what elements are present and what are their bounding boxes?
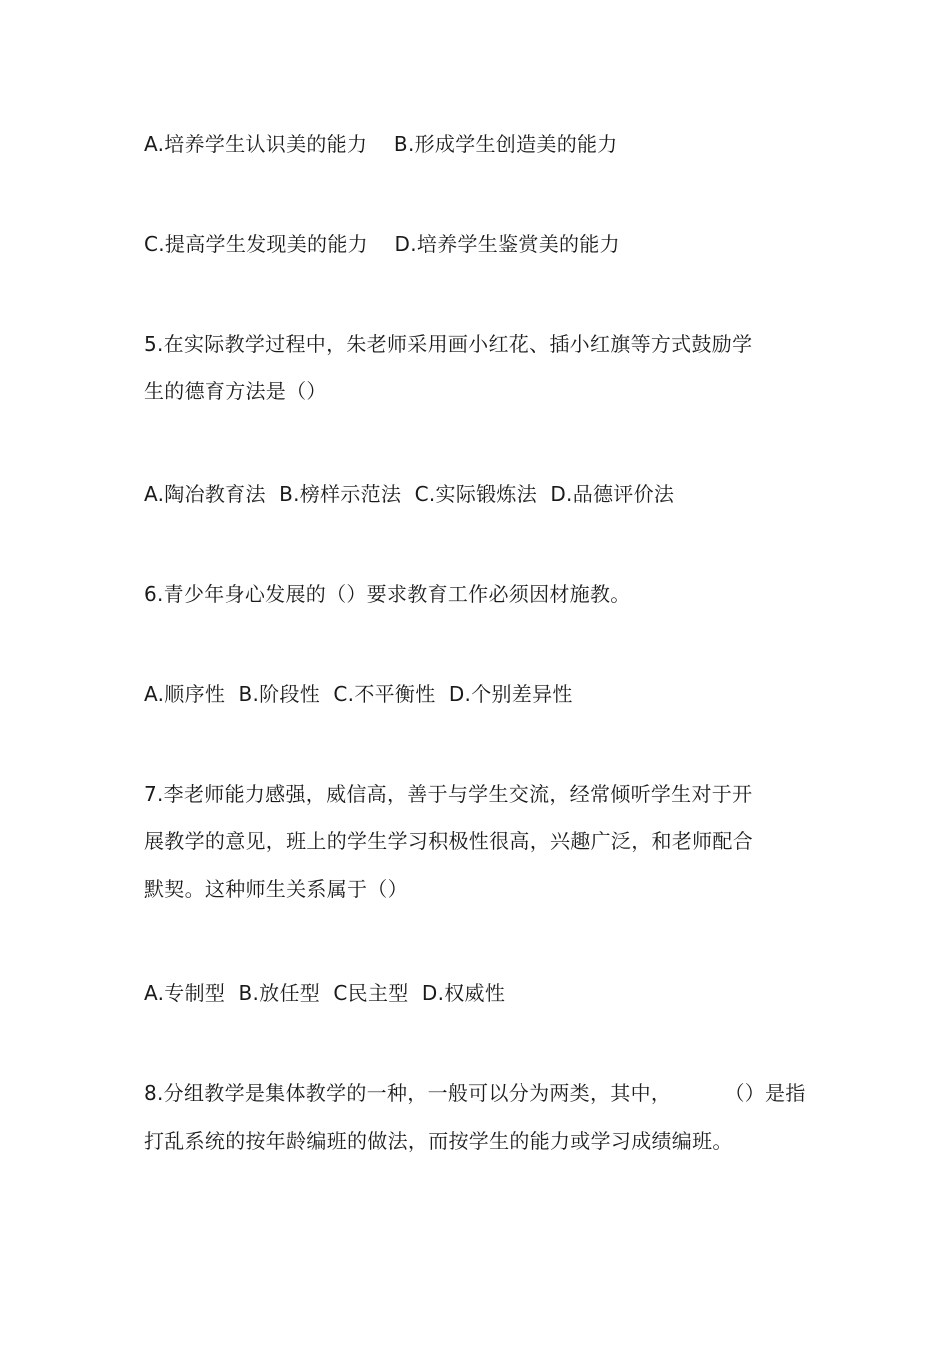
q7-stem-line-2: 展教学的意见，班上的学生学习积极性很高，兴趣广泛，和老师配合 [144,829,753,853]
q5-options: A.陶冶教育法 B.榜样示范法 C.实际锻炼法 D.品德评价法 [144,482,675,506]
q7-stem-line-3: 默契。这种师生关系属于（） [144,877,408,901]
q5-stem-line-2: 生的德育方法是（） [144,379,327,403]
q6-options: A.顺序性 B.阶段性 C.不平衡性 D.个别差异性 [144,682,573,706]
q4-options-line-2: C.提高学生发现美的能力 D.培养学生鉴赏美的能力 [144,232,620,256]
q4-options-line-1: A.培养学生认识美的能力 B.形成学生创造美的能力 [144,132,618,156]
q6-stem: 6.青少年身心发展的（）要求教育工作必须因材施教。 [144,582,631,606]
q7-stem-line-1: 7.李老师能力感强，威信高，善于与学生交流，经常倾听学生对于开 [144,782,753,806]
q5-stem-line-1: 5.在实际教学过程中，朱老师采用画小红花、插小红旗等方式鼓励学 [144,332,753,356]
q8-stem-line-2: 打乱系统的按年龄编班的做法，而按学生的能力或学习成绩编班。 [144,1129,733,1153]
q8-stem-line-1: 8.分组教学是集体教学的一种，一般可以分为两类，其中， （）是指 [144,1081,806,1105]
q7-options: A.专制型 B.放任型 C民主型 D.权威性 [144,981,506,1005]
